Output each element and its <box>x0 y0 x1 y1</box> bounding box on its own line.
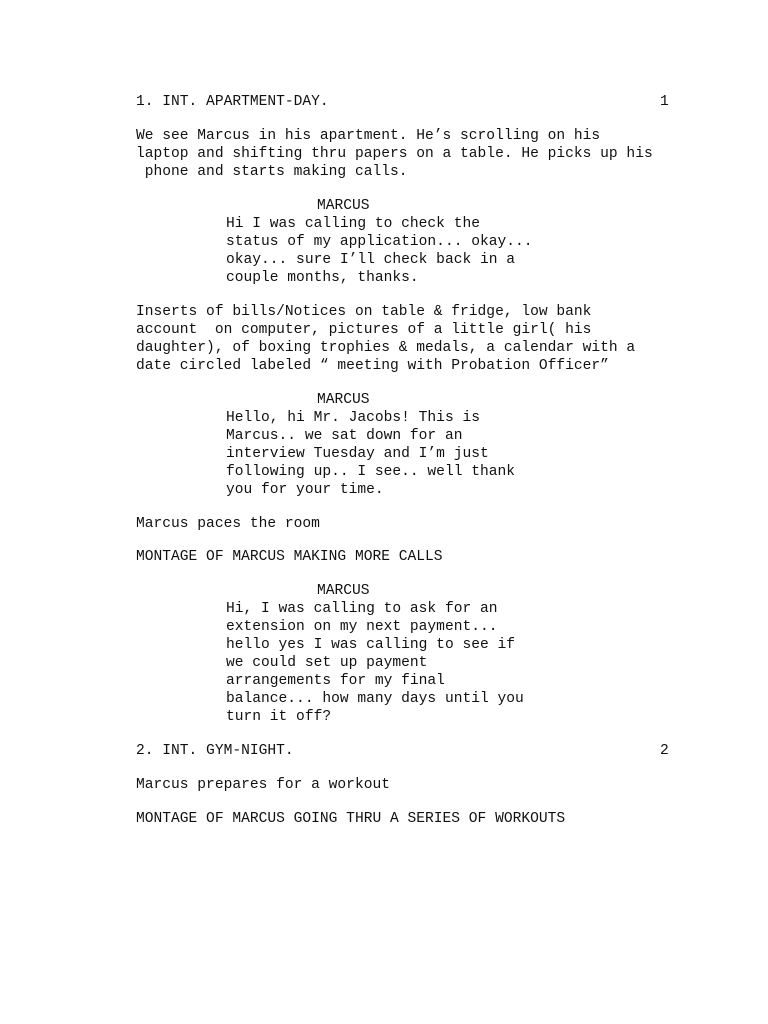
scene-number: 2 <box>660 743 669 759</box>
dialogue-line: extension on my next payment... <box>226 619 498 635</box>
dialogue-line: Marcus.. we sat down for an <box>226 428 463 444</box>
dialogue-line: okay... sure I’ll check back in a <box>226 252 516 268</box>
montage-line: MONTAGE OF MARCUS GOING THRU A SERIES OF WORKOUTS <box>136 811 566 827</box>
action-line: laptop and shifting thru papers on a table. He picks up his <box>136 146 653 162</box>
character-name: MARCUS <box>317 583 370 599</box>
action-line: phone and starts making calls. <box>136 164 408 180</box>
action-line: We see Marcus in his apartment. He’s scrolling on his <box>136 128 601 144</box>
dialogue-line: hello yes I was calling to see if <box>226 637 516 653</box>
dialogue-line: Hi I was calling to check the <box>226 216 480 232</box>
dialogue-line: we could set up payment <box>226 655 428 671</box>
action-line: Marcus prepares for a workout <box>136 777 390 793</box>
character-name: MARCUS <box>317 392 370 408</box>
scene-heading: 1. INT. APARTMENT-DAY. <box>136 94 329 110</box>
dialogue-line: Hi, I was calling to ask for an <box>226 601 498 617</box>
dialogue-line: couple months, thanks. <box>226 270 419 286</box>
dialogue-line: following up.. I see.. well thank <box>226 464 516 480</box>
scene-heading: 2. INT. GYM-NIGHT. <box>136 743 294 759</box>
dialogue-line: interview Tuesday and I’m just <box>226 446 489 462</box>
action-line: date circled labeled “ meeting with Probation Officer” <box>136 358 609 374</box>
dialogue-line: turn it off? <box>226 709 332 725</box>
action-line: Marcus paces the room <box>136 516 320 532</box>
action-line: account on computer, pictures of a little girl( his <box>136 322 592 338</box>
dialogue-line: Hello, hi Mr. Jacobs! This is <box>226 410 480 426</box>
dialogue-line: balance... how many days until you <box>226 691 524 707</box>
action-line: daughter), of boxing trophies & medals, a calendar with a <box>136 340 636 356</box>
action-line: Inserts of bills/Notices on table & fridge, low bank <box>136 304 592 320</box>
dialogue-line: you for your time. <box>226 482 384 498</box>
dialogue-line: status of my application... okay... <box>226 234 533 250</box>
dialogue-line: arrangements for my final <box>226 673 445 689</box>
montage-line: MONTAGE OF MARCUS MAKING MORE CALLS <box>136 549 443 565</box>
character-name: MARCUS <box>317 198 370 214</box>
scene-number: 1 <box>660 94 669 110</box>
